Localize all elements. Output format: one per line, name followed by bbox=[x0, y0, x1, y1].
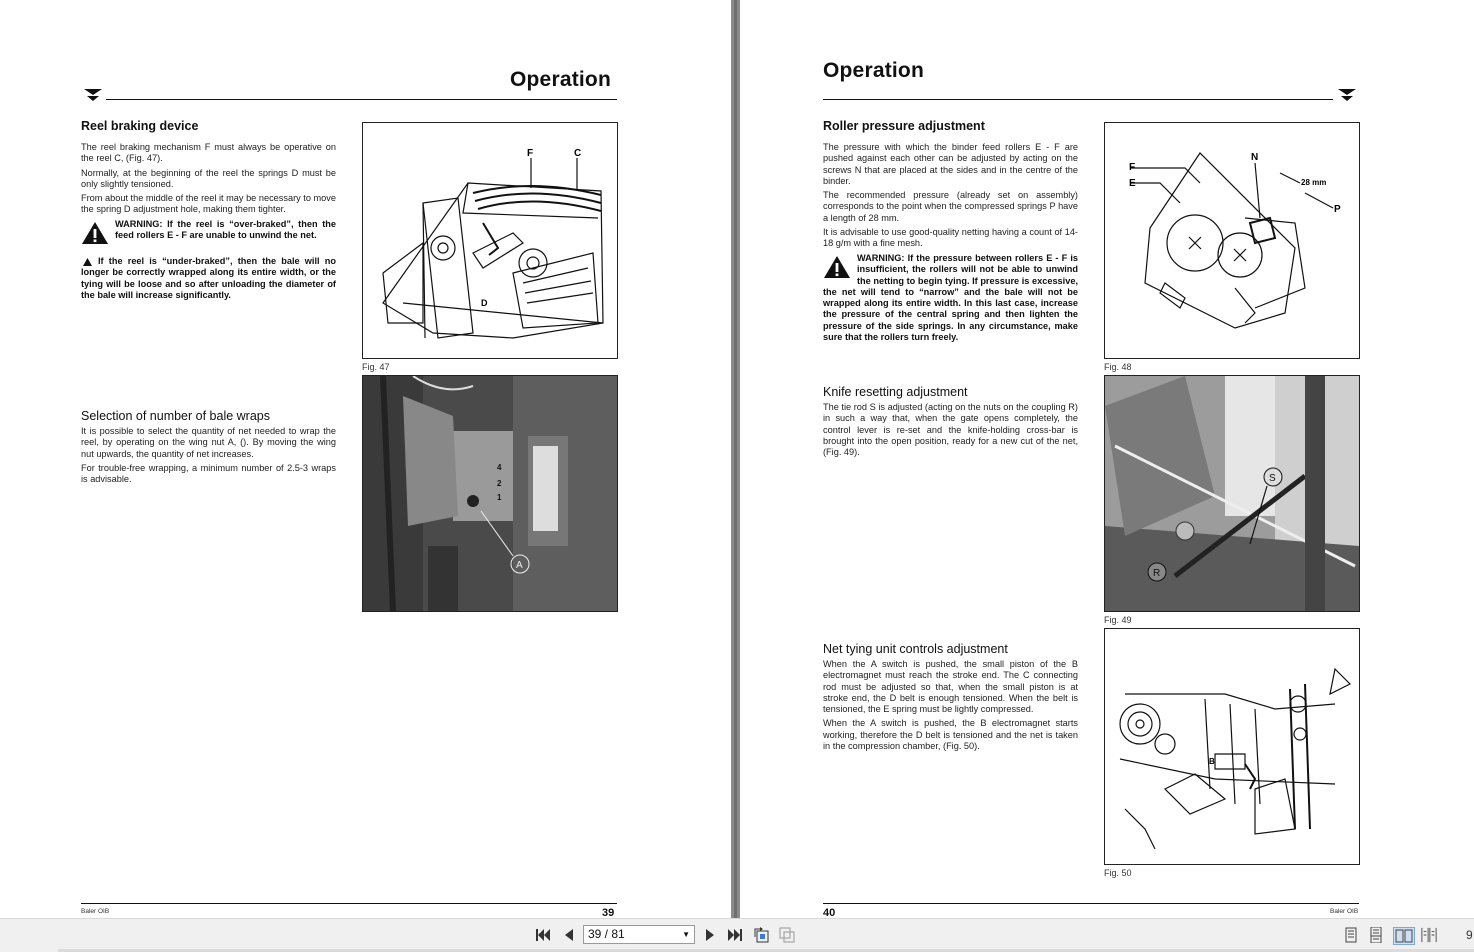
page-number-field[interactable] bbox=[583, 925, 695, 944]
figure-49 bbox=[1104, 375, 1360, 612]
fig47-label-f: F bbox=[527, 148, 534, 159]
prev-page-icon bbox=[563, 928, 575, 942]
net-tying-drawing bbox=[1105, 629, 1359, 864]
paragraph: The pressure with which the binder feed rollers E - F are pushed against each other can be adjusted by acting on the screws N that are placed at the sides and in the centre of the binder. bbox=[823, 142, 1078, 186]
wraps-body-text bbox=[81, 426, 336, 488]
knife-body-text bbox=[823, 402, 1078, 461]
fig48-label-mm: 28 mm bbox=[1301, 178, 1327, 187]
rotate-icon bbox=[753, 927, 769, 943]
fig47-label-c: C bbox=[574, 148, 582, 159]
paragraph: When the A switch is pushed, the B electromagnet starts working, therefore the D belt is tensioned and the net is taken in the compression chamber, (Fig. 50). bbox=[823, 718, 1078, 752]
continuous-icon bbox=[1370, 927, 1382, 943]
rotate-view-button[interactable] bbox=[753, 927, 769, 943]
brand-logo-icon bbox=[1338, 89, 1356, 101]
zoom-level-text[interactable]: 9 bbox=[1466, 928, 1473, 942]
paragraph: From about the middle of the reel it may be necessary to move the spring D adjustment hole, making them tighter. bbox=[81, 193, 336, 215]
single-page-view-button[interactable] bbox=[1343, 927, 1359, 943]
bullet-block bbox=[81, 256, 336, 301]
page-number-value: 39 / 81 bbox=[588, 927, 625, 941]
reel-body-text bbox=[81, 142, 336, 219]
footer-rule bbox=[81, 903, 617, 904]
fig47-label-d: D bbox=[481, 298, 488, 308]
fig48-label-p: P bbox=[1334, 204, 1341, 215]
bullet-triangle-icon bbox=[83, 258, 92, 266]
two-page-view-button[interactable] bbox=[1393, 927, 1415, 945]
figure-caption-48: Fig. 48 bbox=[1104, 362, 1132, 372]
section-title-roller: Roller pressure adjustment bbox=[823, 119, 985, 133]
scale-label-1: 1 bbox=[497, 493, 502, 502]
footer-text: Baler OIB bbox=[1330, 908, 1359, 915]
paragraph: The tie rod S is adjusted (acting on the nuts on the coupling R) in such a way that, when the gate opens completely, the control lever is re-set and the knife-holding cross-bar is brought into the open position, ready for a new cut of the net, (Fig. 49). bbox=[823, 402, 1078, 458]
photo-label-a: A bbox=[516, 560, 523, 571]
knife-rod-photo bbox=[1105, 376, 1359, 611]
next-page-icon bbox=[704, 928, 716, 942]
brand-logo-icon bbox=[84, 89, 102, 101]
section-title-reel: Reel braking device bbox=[81, 119, 199, 133]
pdf-page-left bbox=[0, 0, 731, 918]
pdf-viewer-toolbar bbox=[0, 918, 1474, 952]
warning-triangle-icon bbox=[823, 255, 851, 279]
page-number: 40 bbox=[823, 907, 836, 918]
header-rule bbox=[823, 99, 1333, 100]
warning-text: WARNING: If the pressure between rollers E - F is insufficient, the rollers will not be able to unwind the netting to begin tying. If pressure is excessive, the net will tend to “narrow” and the bale will not be wrapped along its entire width. In this last case, increase the pressure of the central spring and then lighten the pressure of the side springs. In any circumstance, make sure that the rollers turn freely. bbox=[823, 253, 1078, 343]
figure-caption-49: Fig. 49 bbox=[1104, 615, 1132, 625]
fig48-label-e: E bbox=[1129, 178, 1136, 189]
section-title-net: Net tying unit controls adjustment bbox=[823, 642, 1008, 656]
figure-caption-50: Fig. 50 bbox=[1104, 868, 1132, 878]
paragraph: It is possible to select the quantity of net needed to wrap the reel, by operating on the wing nut A, (). By moving the wing nut upwards, the quantity of net increases. bbox=[81, 426, 336, 459]
paragraph: The reel braking mechanism F must always be operative on the reel C, (Fig. 47). bbox=[81, 142, 336, 164]
two-continuous-icon bbox=[1421, 927, 1437, 943]
fig48-label-f: F bbox=[1129, 162, 1136, 173]
wing-nut-photo bbox=[363, 376, 617, 611]
warning-triangle-icon bbox=[81, 221, 109, 245]
scale-label-4: 4 bbox=[497, 463, 502, 472]
section-title-wraps: Selection of number of bale wraps bbox=[81, 409, 270, 423]
header-rule bbox=[106, 99, 617, 100]
previous-page-button[interactable] bbox=[561, 927, 577, 943]
warning-block bbox=[81, 219, 336, 245]
fig50-label-b: B bbox=[1209, 757, 1215, 766]
footer-rule bbox=[823, 903, 1359, 904]
first-page-icon bbox=[535, 928, 551, 942]
fit-page-button[interactable] bbox=[779, 927, 795, 943]
warning-text: WARNING: If the reel is “over-braked”, then the feed rollers E - F are unable to unwind the net. bbox=[115, 219, 336, 241]
warning-block bbox=[823, 253, 1078, 343]
single-page-icon bbox=[1345, 927, 1357, 943]
figure-50 bbox=[1104, 628, 1360, 865]
figure-47 bbox=[362, 122, 618, 359]
first-page-button[interactable] bbox=[535, 927, 551, 943]
figure-48 bbox=[1104, 122, 1360, 359]
section-title-knife: Knife resetting adjustment bbox=[823, 385, 968, 399]
last-page-icon bbox=[727, 928, 743, 942]
bullet-text: If the reel is “under-braked”, then the bale will no longer be correctly wrapped along its entire width, or the tying will be loose and so after unloading the diameter of the bale will increase significantly. bbox=[81, 256, 336, 300]
fig49-label-r: R bbox=[1153, 568, 1161, 579]
next-page-button[interactable] bbox=[702, 927, 718, 943]
roller-body-text bbox=[823, 142, 1078, 253]
two-page-icon bbox=[1395, 929, 1413, 943]
page-gutter bbox=[731, 0, 740, 918]
net-body-text bbox=[823, 659, 1078, 755]
two-page-continuous-view-button[interactable] bbox=[1421, 927, 1437, 943]
continuous-view-button[interactable] bbox=[1368, 927, 1384, 943]
figure-wing-nut-photo bbox=[362, 375, 618, 612]
paragraph: It is advisable to use good-quality netting having a count of 14-18 g/m with a fine mesh. bbox=[823, 227, 1078, 249]
fig48-label-n: N bbox=[1251, 152, 1259, 163]
pdf-page-right bbox=[740, 0, 1474, 918]
figure-caption-47: Fig. 47 bbox=[362, 362, 390, 372]
fit-icon bbox=[779, 927, 795, 943]
page-number: 39 bbox=[602, 907, 615, 918]
paragraph: The recommended pressure (already set on assembly) corresponds to the point when the compressed springs P have a length of 28 mm. bbox=[823, 190, 1078, 223]
fig49-label-s: S bbox=[1269, 473, 1276, 484]
page-header-title: Operation bbox=[510, 68, 611, 91]
reel-brake-drawing bbox=[363, 123, 617, 358]
last-page-button[interactable] bbox=[727, 927, 743, 943]
footer-text: Baler OIB bbox=[81, 908, 110, 915]
paragraph: When the A switch is pushed, the small piston of the B electromagnet must reach the stroke end. The C connecting rod must be adjusted so that, when the small piston is at stroke end, the D belt is enough tensioned. When the belt is tensioned, the E spring must be lightly compressed. bbox=[823, 659, 1078, 715]
chevron-down-icon: ▼ bbox=[682, 930, 690, 939]
paragraph: Normally, at the beginning of the reel the springs D must be only slightly tensioned. bbox=[81, 167, 336, 189]
paragraph: For trouble-free wrapping, a minimum number of 2.5-3 wraps is advisable. bbox=[81, 462, 336, 485]
scale-label-2: 2 bbox=[497, 479, 502, 488]
roller-drawing bbox=[1105, 123, 1359, 358]
page-header-title: Operation bbox=[823, 59, 924, 82]
